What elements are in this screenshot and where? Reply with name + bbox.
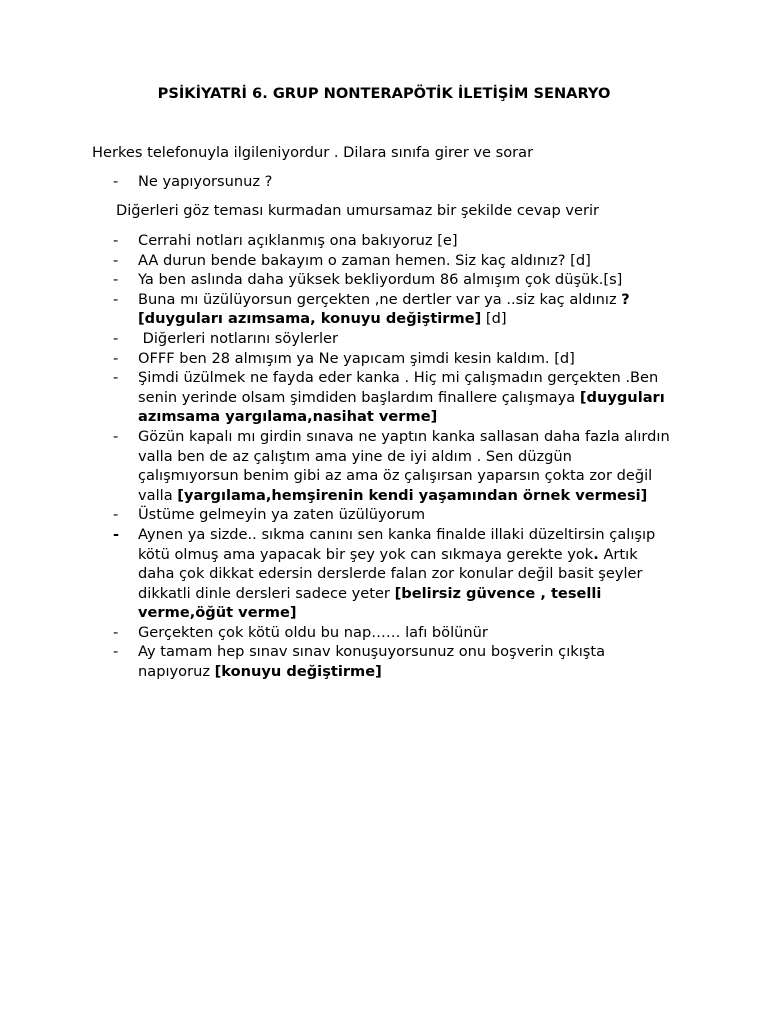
- list-item: [113, 368, 673, 427]
- list-item: [113, 231, 673, 251]
- list-dash: -: [113, 290, 119, 308]
- list-item: [113, 525, 673, 623]
- list-dash: -: [113, 349, 119, 367]
- list-item-text: Cerrahi notları açıklanmış ona bakıyoruz [e]: [138, 232, 458, 249]
- list-item-annotation: [belirsiz güvence , teselli verme,öğüt verme]: [138, 584, 602, 622]
- list-item: [113, 251, 673, 271]
- list-item-text: OFFF ben 28 almışım ya Ne yapıcam şimdi kesin kaldım. [d]: [138, 349, 575, 367]
- list-item: [113, 505, 673, 525]
- list-item: [113, 349, 673, 369]
- list-dash: -: [113, 232, 119, 249]
- list-item: [113, 270, 673, 290]
- list-item-text: Üstüme gelmeyin ya zaten üzülüyorum: [138, 506, 426, 524]
- dialogue-list: [113, 231, 673, 682]
- list-item-annotation: [yargılama,hemşirenin kendi yaşamından örnek vermesi]: [177, 486, 648, 504]
- list-dash: -: [113, 506, 119, 524]
- list-item: [113, 172, 673, 192]
- list-item-text: Diğerleri notlarını söylerler: [138, 329, 339, 347]
- list-item-text: Şimdi üzülmek ne fayda eder kanka . Hiç mi çalışmadın gerçekten .Ben senin yerinde olsam şimdiden başlardım finallere çalışmaya: [138, 369, 663, 406]
- list-item-annotation: [duyguları azımsama yargılama,nasihat verme]: [138, 388, 665, 426]
- list-item-text: Aynen ya sizde.. sıkma canını sen kanka finalde illaki düzeltirsin çalışıp kötü olmuş ama yapacak bir şey yok can sıkmaya gerekte yok: [138, 525, 660, 563]
- list-item-text: Ya ben aslında daha yüksek bekliyordum 86 almışım çok düşük.[s]: [138, 271, 623, 289]
- list-dash: -: [113, 427, 119, 445]
- list-item-text: Ay tamam hep sınav sınav konuşuyorsunuz onu boşverin çıkışta napıyoruz: [138, 643, 610, 681]
- list-dash: -: [113, 623, 119, 641]
- list-item-annotation: [konuyu değiştirme]: [214, 663, 382, 681]
- list-item: [113, 290, 673, 329]
- list-item-text: Ne yapıyorsunuz ?: [138, 173, 273, 190]
- list-dash: -: [113, 173, 119, 190]
- list-item: [113, 623, 673, 643]
- list-item: [113, 329, 673, 349]
- first-dialogue-list: [113, 172, 673, 192]
- list-item-text-continued: Artık daha çok dikkat edersin derslerde falan zor konular değil basit şeyler dikkatli dinle dersleri sadece yeter: [138, 545, 648, 602]
- list-item: [113, 642, 673, 681]
- list-dash: -: [113, 329, 119, 347]
- list-item-text: Gerçekten çok kötü oldu bu nap…… lafı bölünür: [138, 623, 488, 641]
- list-item-text: Buna mı üzülüyorsun gerçekten ,ne dertler var ya ..siz kaç aldınız: [138, 290, 622, 308]
- list-dash: -: [113, 271, 119, 289]
- list-dash: -: [113, 525, 120, 543]
- document-title: PSİKİYATRİ 6. GRUP NONTERAPÖTİK İLETİŞİM SENARYO: [157, 85, 611, 102]
- list-dash: -: [113, 643, 119, 661]
- list-item-text: Gözün kapalı mı girdin sınava ne yaptın kanka sallasan daha fazla alırdın valla ben de az çalıştım ama yine de iyi aldım . Sen düzgün çalışmıyorsun benim gibi az ama öz çalışırsan yaparsın çokta zor değil valla: [138, 427, 675, 504]
- list-item-annotation: ? [duyguları azımsama, konuyu değiştirme]: [138, 290, 630, 328]
- narration-paragraph: Diğerleri göz teması kurmadan umursamaz bir şekilde cevap verir: [116, 202, 600, 219]
- list-item-text: AA durun bende bakayım o zaman hemen. Siz kaç aldınız? [d]: [138, 251, 591, 269]
- list-item-code: [d]: [481, 310, 507, 328]
- list-item-punctuation: .: [593, 545, 599, 563]
- intro-paragraph: Herkes telefonuyla ilgileniyordur . Dilara sınıfa girer ve sorar: [92, 144, 534, 161]
- list-dash: -: [113, 369, 119, 387]
- list-dash: -: [113, 251, 119, 269]
- list-item: [113, 427, 673, 505]
